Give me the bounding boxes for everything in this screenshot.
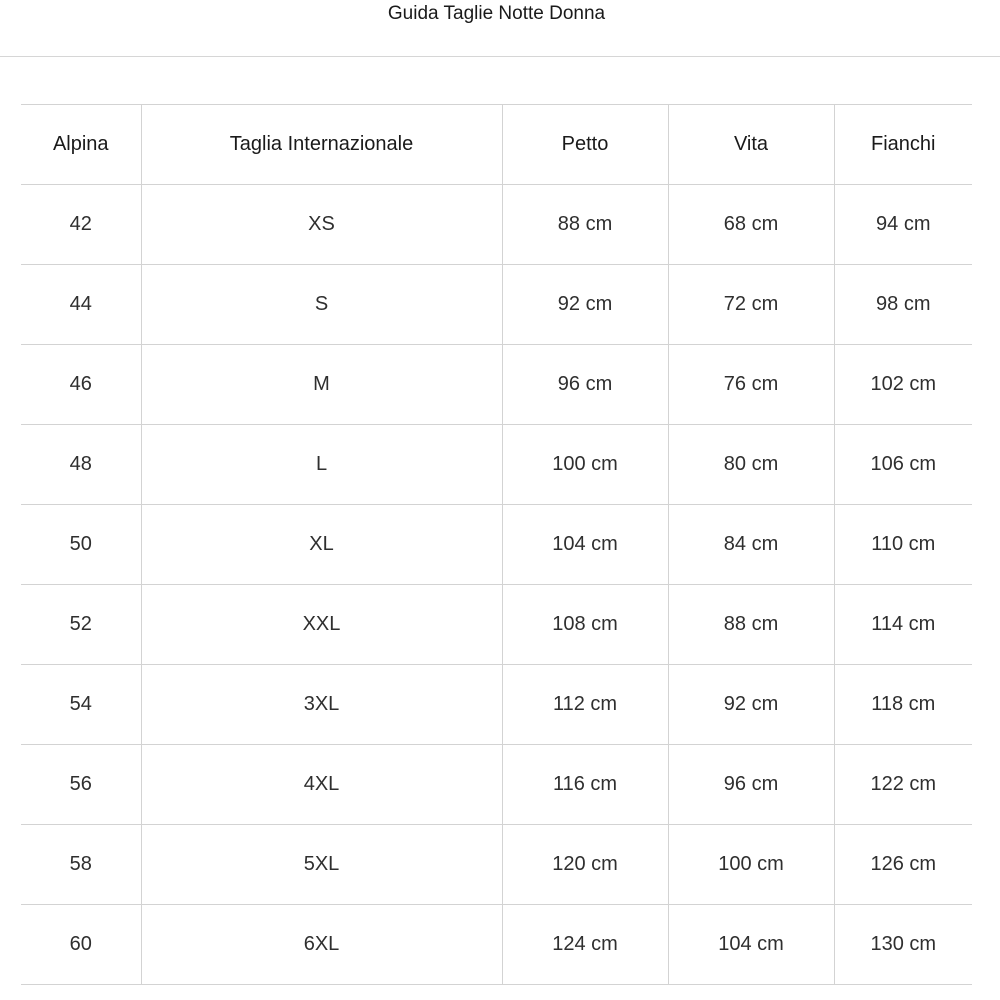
- table-row: [21, 265, 972, 345]
- table-row: [21, 665, 972, 745]
- cell-taglia-internazionale: S: [141, 265, 502, 345]
- cell-fianchi: 110 cm: [834, 505, 972, 585]
- table-row: [21, 505, 972, 585]
- table-row: [21, 345, 972, 425]
- cell-vita: 84 cm: [668, 505, 834, 585]
- size-table: [21, 104, 972, 985]
- cell-alpina: 50: [21, 505, 141, 585]
- cell-vita: 96 cm: [668, 745, 834, 825]
- cell-fianchi: 118 cm: [834, 665, 972, 745]
- cell-taglia-internazionale: 6XL: [141, 905, 502, 985]
- header-fianchi: Fianchi: [834, 105, 972, 185]
- cell-fianchi: 122 cm: [834, 745, 972, 825]
- cell-taglia-internazionale: 4XL: [141, 745, 502, 825]
- cell-petto: 96 cm: [502, 345, 668, 425]
- cell-vita: 104 cm: [668, 905, 834, 985]
- table-row: [21, 745, 972, 825]
- table-body: [21, 185, 972, 985]
- cell-vita: 68 cm: [668, 185, 834, 265]
- cell-fianchi: 114 cm: [834, 585, 972, 665]
- cell-fianchi: 98 cm: [834, 265, 972, 345]
- cell-fianchi: 106 cm: [834, 425, 972, 505]
- table-row: [21, 585, 972, 665]
- cell-petto: 120 cm: [502, 825, 668, 905]
- title-bar: [0, 0, 1000, 57]
- cell-alpina: 52: [21, 585, 141, 665]
- cell-vita: 100 cm: [668, 825, 834, 905]
- cell-petto: 124 cm: [502, 905, 668, 985]
- cell-petto: 116 cm: [502, 745, 668, 825]
- cell-fianchi: 94 cm: [834, 185, 972, 265]
- cell-taglia-internazionale: L: [141, 425, 502, 505]
- cell-vita: 76 cm: [668, 345, 834, 425]
- cell-petto: 104 cm: [502, 505, 668, 585]
- cell-alpina: 58: [21, 825, 141, 905]
- cell-fianchi: 126 cm: [834, 825, 972, 905]
- table-row: [21, 185, 972, 265]
- cell-petto: 108 cm: [502, 585, 668, 665]
- cell-alpina: 46: [21, 345, 141, 425]
- cell-alpina: 48: [21, 425, 141, 505]
- cell-taglia-internazionale: 5XL: [141, 825, 502, 905]
- cell-alpina: 54: [21, 665, 141, 745]
- cell-alpina: 60: [21, 905, 141, 985]
- cell-taglia-internazionale: XL: [141, 505, 502, 585]
- table-row: [21, 905, 972, 985]
- cell-petto: 88 cm: [502, 185, 668, 265]
- cell-vita: 88 cm: [668, 585, 834, 665]
- cell-taglia-internazionale: M: [141, 345, 502, 425]
- header-vita: Vita: [668, 105, 834, 185]
- cell-vita: 92 cm: [668, 665, 834, 745]
- cell-taglia-internazionale: XS: [141, 185, 502, 265]
- header-taglia-internazionale: Taglia Internazionale: [141, 105, 502, 185]
- cell-taglia-internazionale: XXL: [141, 585, 502, 665]
- header-alpina: Alpina: [21, 105, 141, 185]
- cell-alpina: 42: [21, 185, 141, 265]
- table-row: [21, 825, 972, 905]
- cell-alpina: 44: [21, 265, 141, 345]
- cell-alpina: 56: [21, 745, 141, 825]
- cell-petto: 112 cm: [502, 665, 668, 745]
- cell-taglia-internazionale: 3XL: [141, 665, 502, 745]
- table-header: [21, 105, 972, 185]
- cell-petto: 100 cm: [502, 425, 668, 505]
- cell-vita: 72 cm: [668, 265, 834, 345]
- cell-fianchi: 102 cm: [834, 345, 972, 425]
- table-header-row: [21, 105, 972, 185]
- header-petto: Petto: [502, 105, 668, 185]
- page-title: Guida Taglie Notte Donna: [387, 3, 606, 24]
- cell-fianchi: 130 cm: [834, 905, 972, 985]
- cell-vita: 80 cm: [668, 425, 834, 505]
- cell-petto: 92 cm: [502, 265, 668, 345]
- table-row: [21, 425, 972, 505]
